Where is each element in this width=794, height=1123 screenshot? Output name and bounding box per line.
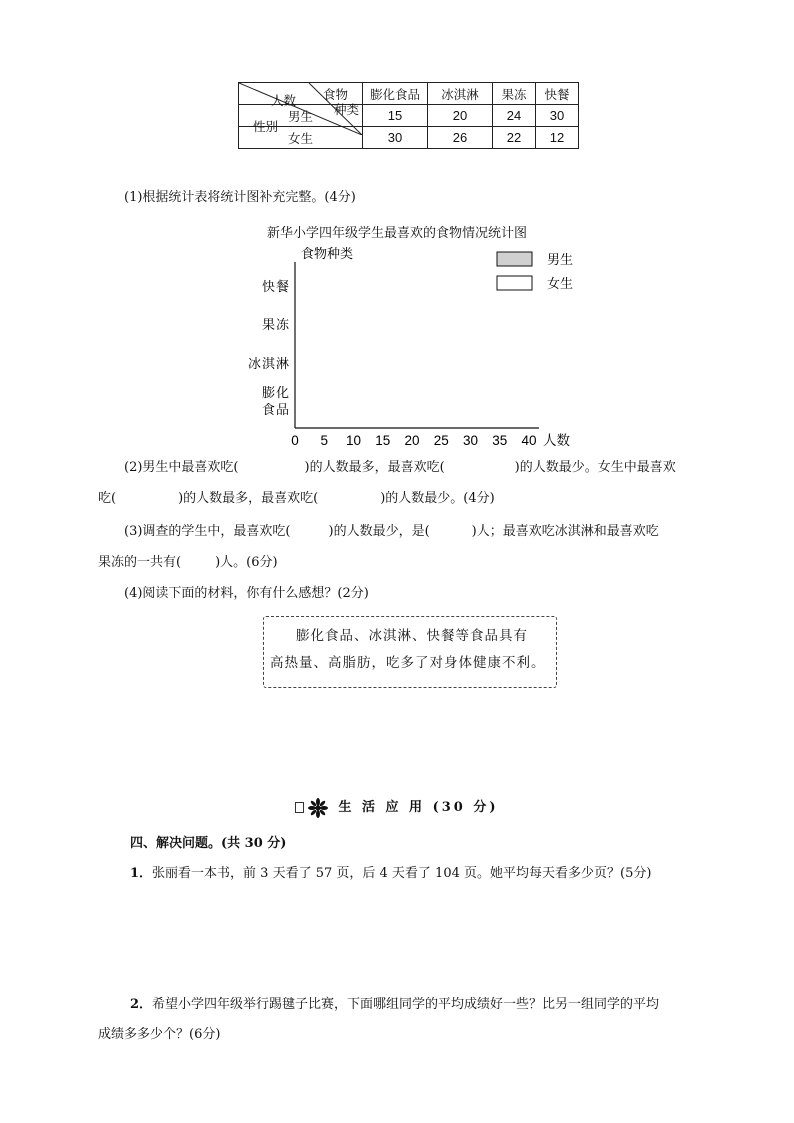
x-tick-label: 20 bbox=[404, 433, 420, 448]
q2-text: )的人数最少。(4分) bbox=[380, 491, 495, 506]
question-4: (4)阅读下面的材料，你有什么感想？(2分) bbox=[124, 586, 369, 601]
corner-label-count: 人数 bbox=[271, 93, 297, 108]
q3-text: )的人数最少，是( bbox=[328, 524, 430, 539]
material-line: 高热量、高脂肪，吃多了对身体健康不利。 bbox=[270, 655, 546, 671]
y-category-label: 果冻 bbox=[261, 318, 290, 333]
legend-label: 男生 bbox=[547, 253, 574, 268]
corner-label-gender: 性别 bbox=[253, 119, 279, 134]
problem-2-line-2: 成绩多多少个？(6分) bbox=[98, 1027, 221, 1042]
bar-chart bbox=[0, 0, 794, 460]
y-axis-label: 食物种类 bbox=[301, 247, 354, 262]
x-axis-label: 人数 bbox=[543, 433, 570, 449]
y-category-label: 膨化 bbox=[261, 386, 290, 401]
legend-swatch bbox=[497, 276, 532, 290]
table-column-header: 膨化食品 bbox=[363, 83, 428, 105]
x-tick-label: 40 bbox=[521, 433, 537, 448]
q3-text: )人。(6分) bbox=[215, 555, 278, 570]
question-2-line-1 bbox=[124, 460, 676, 476]
x-tick-label: 15 bbox=[375, 433, 391, 448]
table-cell: 30 bbox=[536, 105, 579, 127]
problem-2-line-1 bbox=[130, 997, 659, 1013]
part-4-heading: 四、解决问题。(共 30 分) bbox=[130, 836, 287, 851]
corner-label-type: 种类 bbox=[334, 102, 360, 117]
small-square-icon bbox=[295, 802, 304, 813]
corner-label-food: 食物 bbox=[323, 87, 349, 102]
table-cell: 12 bbox=[536, 127, 579, 149]
y-category-label: 快餐 bbox=[261, 280, 290, 295]
section-title bbox=[0, 796, 794, 818]
chart-title: 新华小学四年级学生最喜欢的食物情况统计图 bbox=[266, 226, 527, 241]
table-cell: 20 bbox=[428, 105, 493, 127]
x-tick-label: 10 bbox=[345, 433, 362, 448]
q3-text: (3)调查的学生中，最喜欢吃( bbox=[124, 524, 291, 539]
table-column-header: 冰淇淋 bbox=[428, 83, 493, 105]
material-line: 膨化食品、冰淇淋、快餐等食品具有 bbox=[296, 628, 528, 644]
problem-text: 张丽看一本书，前 3 天看了 57 页，后 4 天看了 104 页。她平均每天看多少页？(5分) bbox=[152, 866, 652, 881]
table-column-header: 快餐 bbox=[536, 83, 579, 105]
q2-text: )的人数最少。女生中最喜欢 bbox=[514, 460, 676, 475]
table-cell: 24 bbox=[493, 105, 536, 127]
legend-label: 女生 bbox=[547, 277, 574, 292]
table-row-label: 女生 bbox=[239, 127, 363, 149]
flower-icon bbox=[308, 798, 328, 818]
question-1: (1)根据统计表将统计图补充完整。(4分) bbox=[124, 190, 356, 205]
problem-text: 希望小学四年级举行踢毽子比赛，下面哪组同学的平均成绩好一些？比另一组同学的平均 bbox=[152, 997, 660, 1012]
x-tick-label: 25 bbox=[433, 433, 449, 448]
problem-1 bbox=[130, 866, 651, 882]
question-3-line-1 bbox=[124, 524, 659, 540]
reading-material-box bbox=[263, 616, 557, 688]
y-category-label: 食品 bbox=[261, 403, 290, 418]
q3-text: 果冻的一共有( bbox=[98, 555, 182, 570]
question-2-line-2 bbox=[98, 491, 495, 507]
problem-number: 2． bbox=[130, 997, 153, 1012]
table-cell: 26 bbox=[428, 127, 493, 149]
x-tick-label: 30 bbox=[462, 433, 479, 448]
y-category-label: 冰淇淋 bbox=[247, 357, 290, 372]
q3-text: )人；最喜欢吃冰淇淋和最喜欢吃 bbox=[471, 524, 659, 539]
question-3-line-2 bbox=[98, 555, 278, 571]
chart-root bbox=[248, 246, 573, 449]
problem-number: 1． bbox=[130, 866, 153, 881]
x-tick-label: 5 bbox=[320, 433, 329, 448]
q2-text: 吃( bbox=[98, 491, 117, 506]
x-tick-label: 0 bbox=[291, 433, 299, 448]
table-cell: 15 bbox=[363, 105, 428, 127]
table-cell: 22 bbox=[493, 127, 536, 149]
table-column-header: 果冻 bbox=[493, 83, 536, 105]
q2-text: )的人数最多，最喜欢吃( bbox=[178, 491, 319, 506]
table-cell: 30 bbox=[363, 127, 428, 149]
legend-swatch bbox=[497, 252, 532, 266]
q2-text: )的人数最多，最喜欢吃( bbox=[304, 460, 445, 475]
section-title-text: 生 活 应 用 (30 分) bbox=[338, 800, 499, 815]
x-tick-label: 35 bbox=[492, 433, 508, 448]
table-row-label: 男生 bbox=[239, 105, 363, 127]
q2-text: (2)男生中最喜欢吃( bbox=[124, 460, 239, 475]
